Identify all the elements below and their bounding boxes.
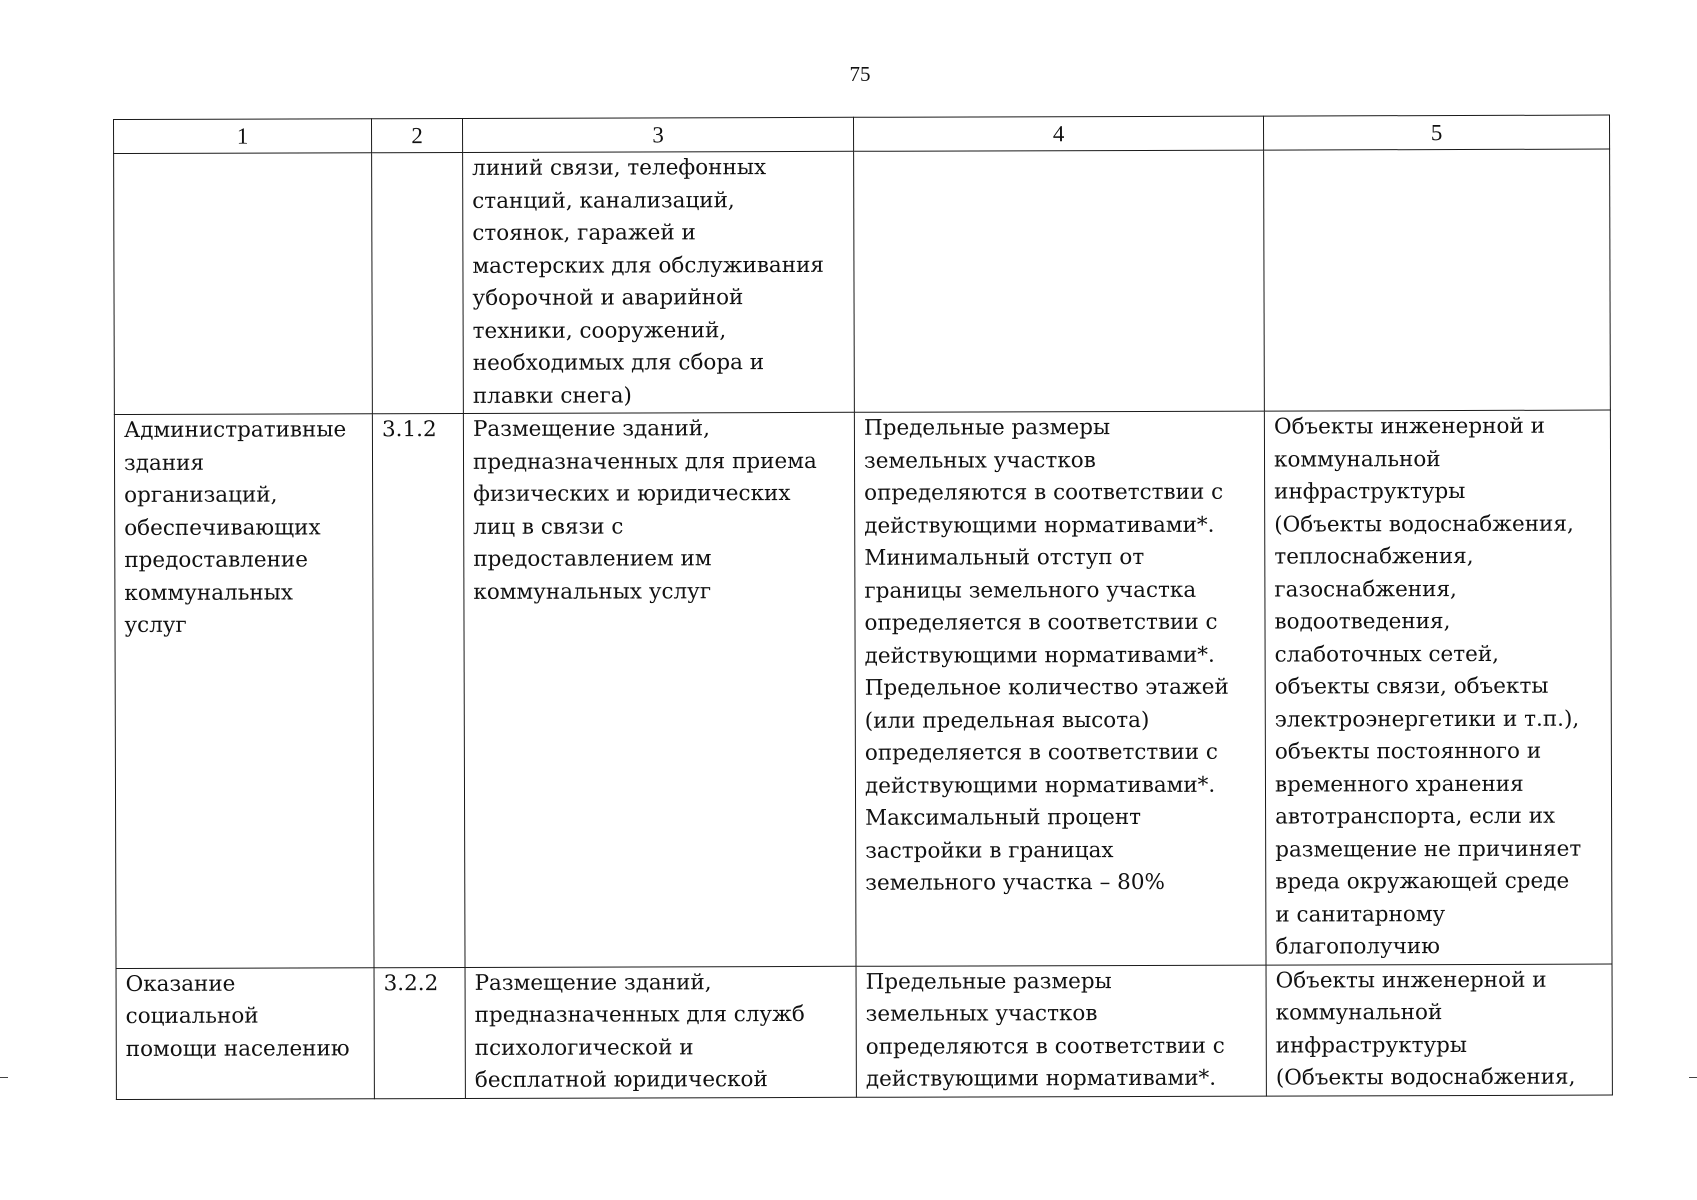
auxiliary-uses-cell	[1264, 149, 1611, 411]
auxiliary-uses-cell: Объекты инженерной и коммунальной инфраструктуры (Объекты водоснабжения,	[1266, 964, 1612, 1096]
page-number: 75	[849, 62, 871, 86]
use-description-cell: Размещение зданий, предназначенных для служб психологической и бесплатной юридической	[465, 966, 856, 1098]
column-header-5: 5	[1263, 115, 1609, 150]
use-description-cell: линий связи, телефонных станций, канализаций, стоянок, гаражей и мастерских для обслуживания уборочной и аварийной техники, сооружений, необходимых для сбора и плавки снега)	[463, 151, 855, 413]
use-name-cell: Административные здания организаций, обеспечивающих предоставление коммунальных услуг	[114, 414, 374, 968]
use-code-cell	[372, 152, 464, 413]
table-row	[114, 149, 1611, 414]
column-header-2: 2	[372, 118, 463, 152]
table-row	[114, 410, 1612, 968]
table-header-row	[114, 115, 1610, 153]
parameters-cell	[854, 150, 1265, 412]
permitted-use-table	[113, 115, 1613, 1100]
use-description-cell: Размещение зданий, предназначенных для приема физических и юридических лиц в связи с предоставлением им коммунальных услуг	[463, 412, 856, 967]
use-code-cell: 3.2.2	[374, 967, 465, 1098]
auxiliary-uses-cell: Объекты инженерной и коммунальной инфраструктуры (Объекты водоснабжения, теплоснабжения, газоснабжения, водоотведения, слаботочных сетей, объекты связи, объекты электроэнергетики и т.п.), объекты постоянного и временного хранения автотранспорта, если их размещение не причиняет вреда окружающей среде и санитарному благополучию	[1264, 410, 1612, 965]
use-code-cell: 3.1.2	[372, 413, 465, 967]
column-header-4: 4	[853, 116, 1263, 151]
column-header-1: 1	[114, 119, 372, 154]
column-header-3: 3	[462, 117, 853, 152]
use-name-cell: Оказание социальной помощи населению	[116, 967, 374, 1099]
scan-edge-mark-left	[0, 1077, 8, 1078]
table-row	[116, 964, 1612, 1099]
parameters-cell: Предельные размеры земельных участков определяются в соответствии с действующими нормативами*. Минимальный отступ от границы земельного участка определяется в соответствии с действующими нормативами*. Предельное количество этажей (или предельная высота) определяется в соответствии с действующими нормативами*. Максимальный процент застройки в границах земельного участка – 80%	[854, 411, 1266, 966]
parameters-cell: Предельные размеры земельных участков определяются в соответствии с действующими нормативами*.	[856, 965, 1266, 1097]
use-name-cell	[114, 153, 373, 415]
scan-edge-mark-right	[1689, 1077, 1697, 1078]
